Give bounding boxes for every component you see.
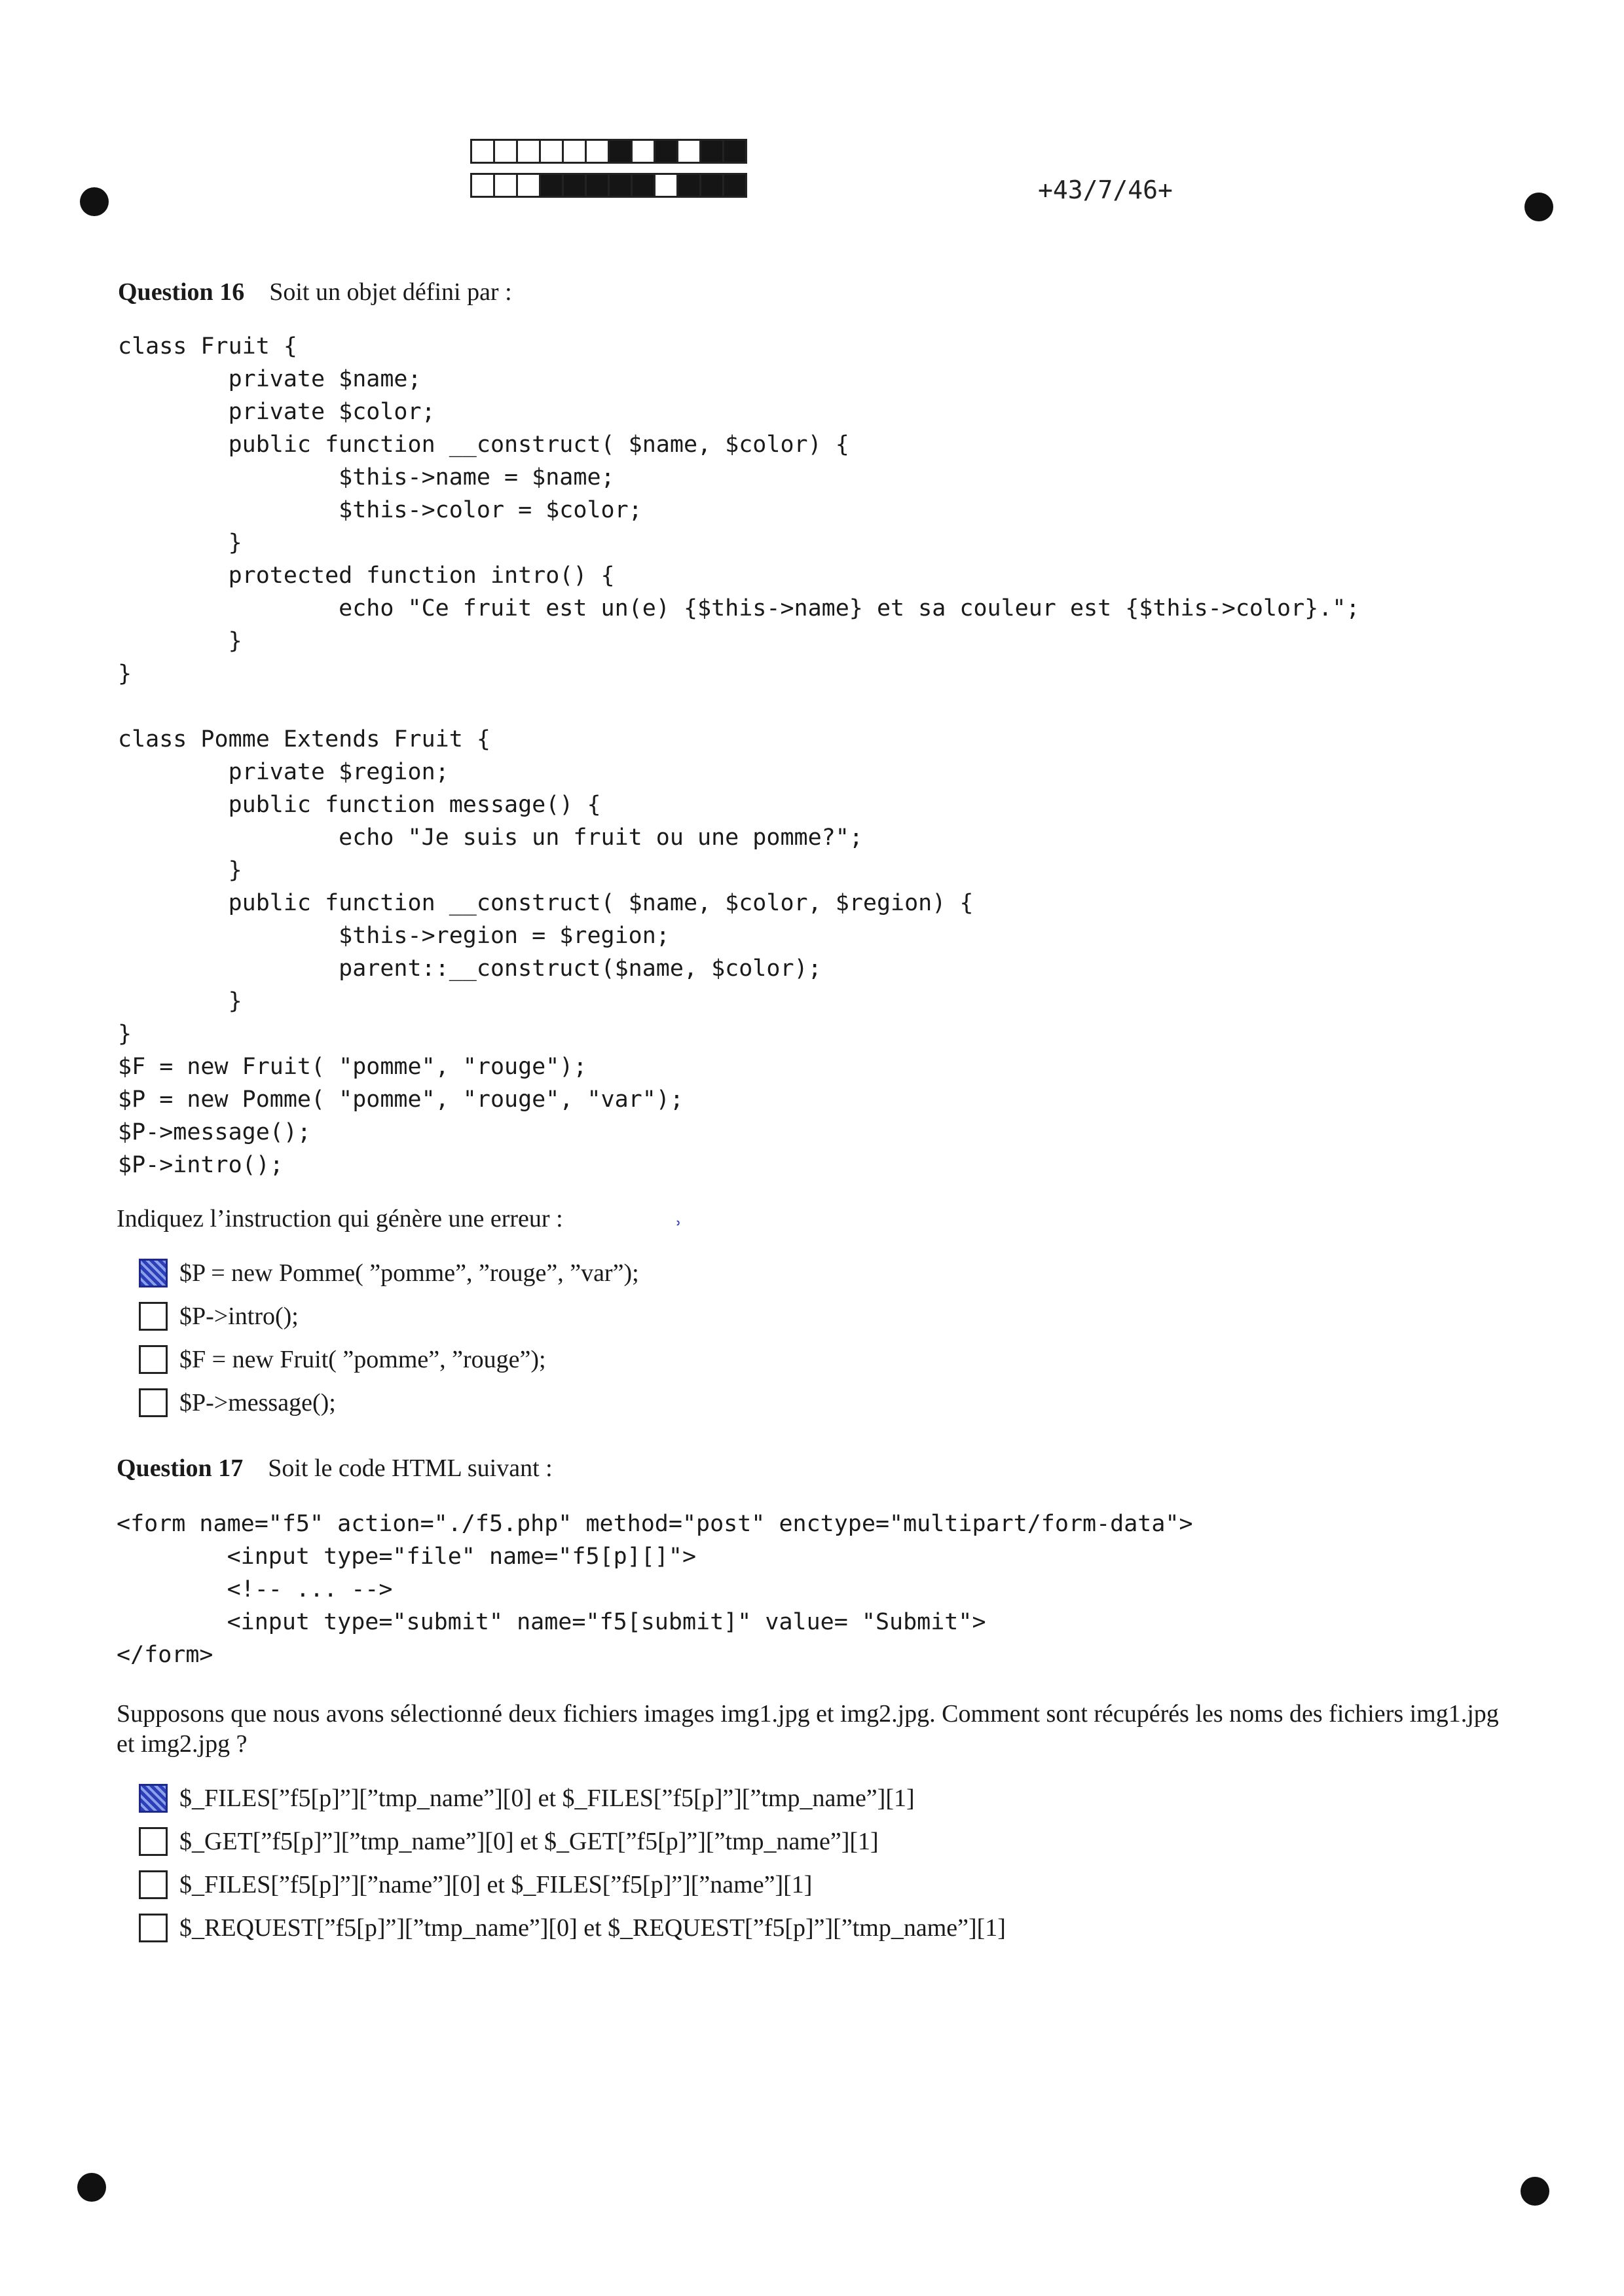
code-cell — [676, 139, 701, 164]
answer-checkbox[interactable] — [139, 1259, 168, 1287]
answer-checkbox[interactable] — [139, 1302, 168, 1331]
page-code-row-1 — [470, 139, 745, 164]
code-cell — [654, 139, 678, 164]
code-cell — [516, 139, 541, 164]
corner-mark-bottom-left — [77, 2173, 106, 2202]
answer-checkbox[interactable] — [139, 1827, 168, 1856]
question-16-answer-4[interactable] — [139, 1388, 336, 1417]
question-16-answer-1[interactable] — [139, 1259, 639, 1287]
answer-text: $_FILES[”f5[p]”][”tmp_name”][0] et $_FILES[”f5[p]”][”tmp_name”][1] — [179, 1785, 915, 1812]
question-16-answer-3[interactable] — [139, 1345, 546, 1374]
question-17-answer-2[interactable] — [139, 1827, 879, 1856]
code-cell — [676, 173, 701, 198]
code-cell — [722, 173, 747, 198]
code-cell — [722, 139, 747, 164]
corner-mark-bottom-right — [1521, 2177, 1549, 2206]
question-16-intro: Soit un objet défini par : — [269, 278, 512, 306]
pen-mark: ˒ — [676, 1213, 682, 1236]
answer-text: $F = new Fruit( ”pomme”, ”rouge”); — [179, 1346, 546, 1373]
page-code-row-2 — [470, 173, 745, 198]
question-17-answer-1[interactable] — [139, 1784, 915, 1813]
code-cell — [539, 139, 564, 164]
code-cell — [699, 173, 724, 198]
answer-text: $_GET[”f5[p]”][”tmp_name”][0] et $_GET[”f5[p]”][”tmp_name”][1] — [179, 1828, 879, 1855]
answer-checkbox[interactable] — [139, 1784, 168, 1813]
question-16-number: Question 16 — [118, 278, 245, 306]
code-cell — [585, 139, 610, 164]
answer-checkbox[interactable] — [139, 1914, 168, 1942]
answer-checkbox[interactable] — [139, 1870, 168, 1899]
code-cell — [516, 173, 541, 198]
question-17-intro: Soit le code HTML suivant : — [268, 1454, 553, 1482]
question-16-code: class Fruit { private $name; private $color; public function __construct( $name, $color) { $this->name = $name; $this->color = $color; } protected function intro() { echo "Ce fruit est un(e) {$this->name} et sa couleur est {$this->color}."; } } class Pomme Extends Fruit { private $region; public function message() { echo "Je suis un fruit ou une pomme?"; } public function __construct( $name, $color, $region) { $this->region = $region; parent::__construct($name, $color); } } $F = new Fruit( "pomme", "rouge"); $P = new Pomme( "pomme", "rouge", "var"); $P->message(); $P->intro(); — [118, 333, 1360, 1178]
question-17-code: <form name="f5" action="./f5.php" method="post" enctype="multipart/form-data"> <input type="file" name="f5[p][]"> <!-- ... --> <input type="submit" name="f5[submit]" value= "Submit"> </form> — [117, 1511, 1193, 1668]
code-cell — [470, 139, 495, 164]
question-16-answer-2[interactable] — [139, 1302, 299, 1331]
code-cell — [631, 173, 655, 198]
answer-text: $P = new Pomme( ”pomme”, ”rouge”, ”var”); — [179, 1259, 639, 1287]
answer-checkbox[interactable] — [139, 1345, 168, 1374]
corner-mark-top-left — [80, 187, 109, 216]
code-cell — [470, 173, 495, 198]
question-16-heading — [118, 278, 512, 306]
code-cell — [493, 139, 518, 164]
code-cell — [562, 139, 587, 164]
page-id: +43/7/46+ — [1038, 176, 1173, 204]
code-cell — [608, 139, 633, 164]
code-cell — [539, 173, 564, 198]
code-cell — [608, 173, 633, 198]
code-cell — [562, 173, 587, 198]
question-17-answer-3[interactable] — [139, 1870, 812, 1899]
question-17-number: Question 17 — [117, 1454, 244, 1482]
code-cell — [631, 139, 655, 164]
question-17-heading — [117, 1454, 553, 1483]
code-cell — [493, 173, 518, 198]
question-16-prompt: Indiquez l’instruction qui génère une erreur : — [117, 1205, 563, 1232]
answer-text: $P->message(); — [179, 1389, 336, 1416]
answer-text: $_FILES[”f5[p]”][”name”][0] et $_FILES[”f5[p]”][”name”][1] — [179, 1871, 813, 1898]
code-cell — [654, 173, 678, 198]
code-cell — [699, 139, 724, 164]
corner-mark-top-right — [1524, 193, 1553, 221]
answer-text: $P->intro(); — [179, 1303, 299, 1330]
question-17-prompt: Supposons que nous avons sélectionné deux fichiers images img1.jpg et img2.jpg. Comment sont récupérés les noms des fichiers img1.jpg et img2.jpg ? — [117, 1700, 1499, 1758]
answer-text: $_REQUEST[”f5[p]”][”tmp_name”][0] et $_REQUEST[”f5[p]”][”tmp_name”][1] — [179, 1914, 1006, 1942]
answer-checkbox[interactable] — [139, 1388, 168, 1417]
code-cell — [585, 173, 610, 198]
question-17-answer-4[interactable] — [139, 1914, 1006, 1942]
